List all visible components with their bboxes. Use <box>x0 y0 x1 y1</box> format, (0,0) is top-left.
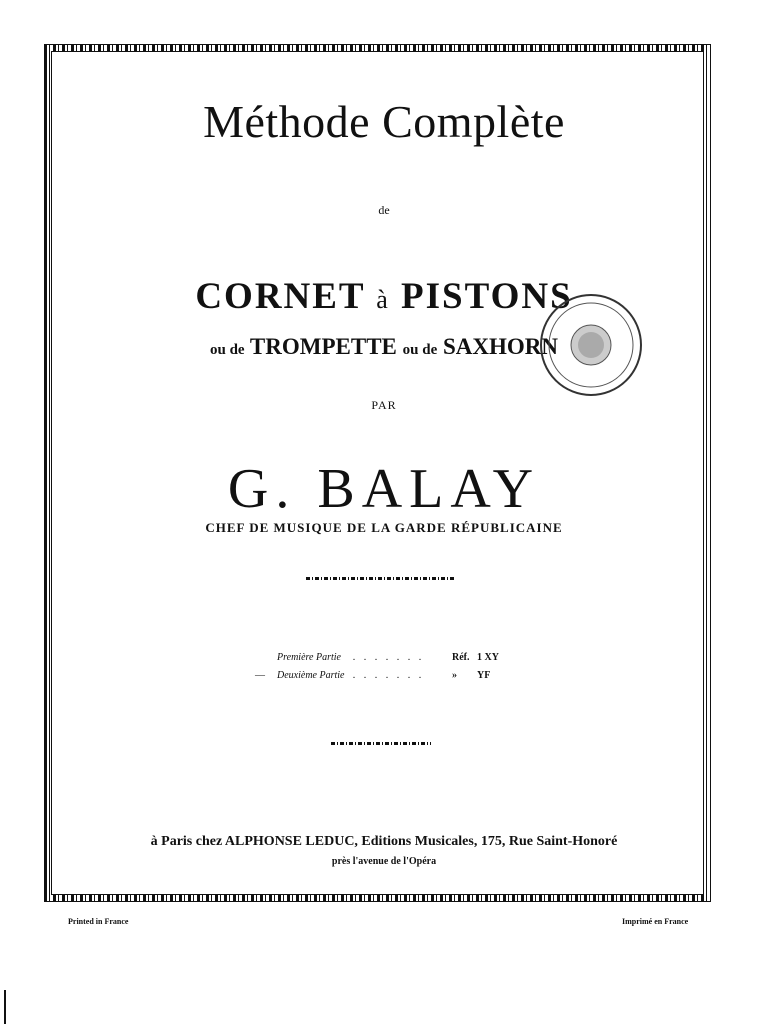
instrument-saxhorn: SAXHORN <box>442 334 558 359</box>
connector-ou-1: ou de <box>209 342 245 358</box>
title-connector: de <box>378 203 390 217</box>
publisher-address-note: près l'avenue de l'Opéra <box>331 856 437 867</box>
author-name: G. BALAY <box>227 458 541 520</box>
par-label: PAR <box>371 398 397 412</box>
part-label: Première Partie <box>277 652 341 663</box>
author-role: CHEF DE MUSIQUE DE LA GARDE RÉPUBLICAINE <box>205 520 563 535</box>
instrument-pistons: PISTONS <box>401 276 573 317</box>
instrument-a: à <box>376 285 390 314</box>
footer-printed-in: Printed in France <box>68 917 129 926</box>
library-stamp <box>536 288 646 403</box>
part-row <box>255 670 515 688</box>
part-dash: — <box>255 670 265 681</box>
publisher-line: à Paris chez ALPHONSE LEDUC, Editions Musicales, 175, Rue Saint-Honoré <box>150 834 618 849</box>
part-leader-dots: . . . . . . . <box>353 652 425 663</box>
instrument-heading <box>0 275 768 318</box>
part-row <box>255 652 515 670</box>
parts-list <box>255 652 515 688</box>
instrument-main: CORNET <box>195 276 365 317</box>
footer-imprime-en: Imprimé en France <box>622 917 689 926</box>
part-leader-dots: . . . . . . . <box>353 670 425 681</box>
part-ref-value: YF <box>477 670 491 681</box>
part-label: Deuxième Partie <box>277 670 345 681</box>
instrument-trompette: TROMPETTE <box>249 334 397 359</box>
part-ref: » <box>452 670 457 681</box>
method-title: Méthode Complète <box>203 96 565 147</box>
connector-ou-2: ou de <box>402 342 438 358</box>
part-ref: Réf. <box>452 652 470 663</box>
part-ref-value: 1 XY <box>477 652 499 663</box>
scan-edge-mark <box>4 990 6 1024</box>
ornament-divider-top <box>306 577 456 580</box>
ornament-divider-bottom <box>331 742 431 745</box>
instrument-subheading <box>0 334 768 360</box>
